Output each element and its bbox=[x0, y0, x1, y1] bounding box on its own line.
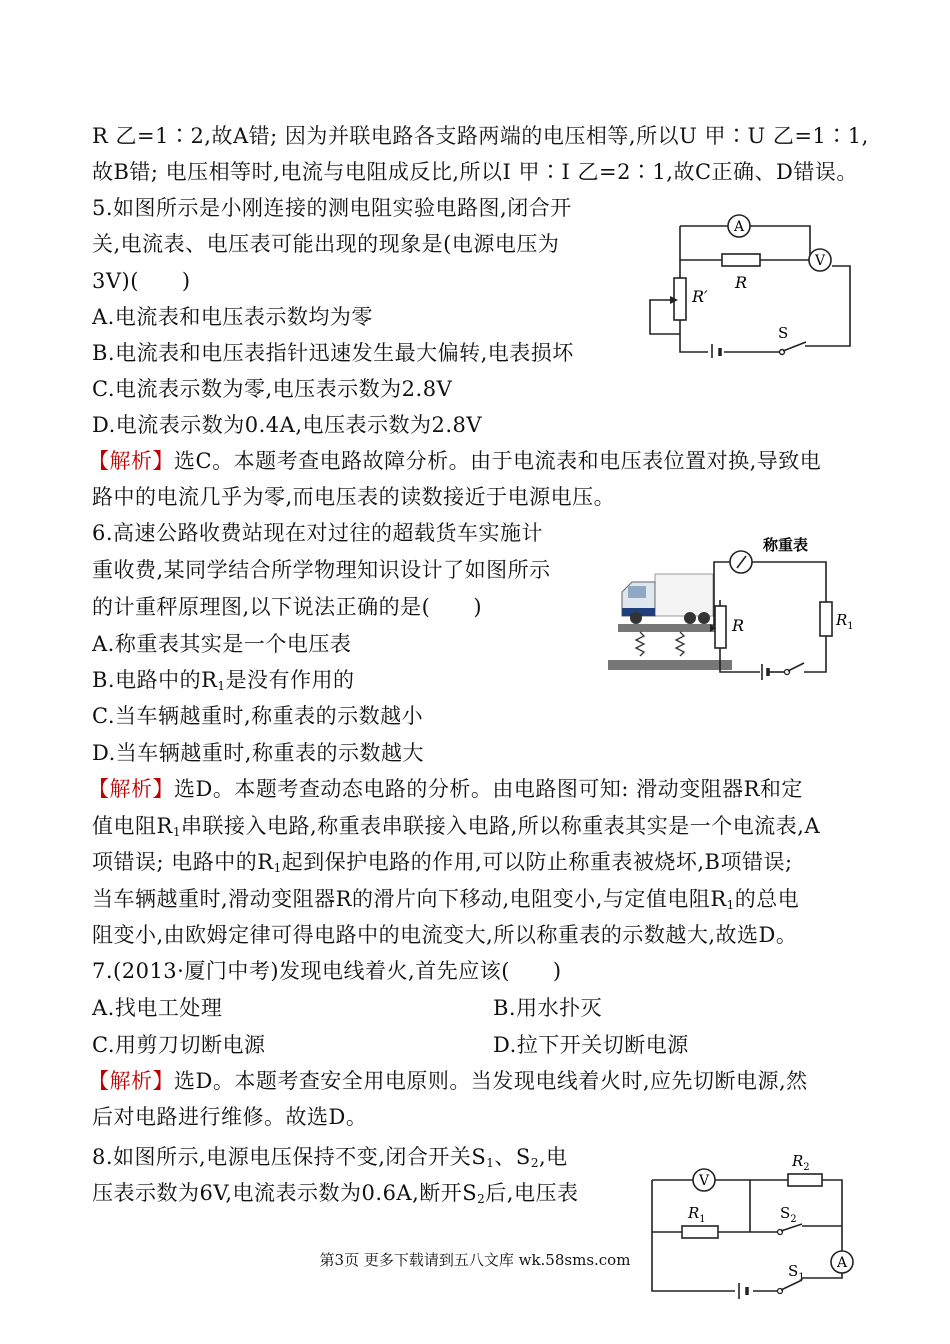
q5-option-b: B.电流表和电压表指针迅速发生最大偏转,电表损坏 bbox=[92, 341, 574, 365]
q5-analysis-text: 选C。本题考查电路故障分析。由于电流表和电压表位置对换,导致电 bbox=[174, 449, 822, 473]
scale-base bbox=[608, 660, 732, 670]
q6-analysis-2: 值电阻$R_1$串联接入电路,称重表串联接入电路,所以称重表其实是一个电流表,A bbox=[92, 814, 821, 839]
q6-stem-2: 重收费,某同学结合所学物理知识设计了如图所示 bbox=[92, 558, 551, 582]
q8-voltmeter-label: V bbox=[698, 1173, 710, 1189]
q5-ammeter-label: A bbox=[733, 219, 745, 235]
q8-stem-2: 压表示数为6V,电流表示数为0.6A,断开$S_2$后,电压表 bbox=[92, 1181, 579, 1206]
intro-line-1: R 乙=1∶2,故A错; 因为并联电路各支路两端的电压相等,所以U 甲∶U 乙=1∶1, bbox=[92, 124, 869, 148]
analysis-bracket: 【解析】 bbox=[88, 449, 174, 473]
q8-resistor-1 bbox=[682, 1226, 718, 1238]
truck-icon bbox=[622, 574, 713, 624]
q8-stem-1: 8.如图所示,电源电压保持不变,闭合开关$S_1$、$S_2$,电 bbox=[92, 1145, 568, 1170]
q8-resistor-2 bbox=[788, 1174, 822, 1186]
q8-resistor-1-label: $R_1$ bbox=[688, 1204, 706, 1225]
q5-stem-1: 5.如图所示是小刚连接的测电阻实验电路图,闭合开 bbox=[92, 196, 572, 220]
q5-option-a: A.电流表和电压表示数均为零 bbox=[92, 305, 373, 329]
q7-option-c: C.用剪刀切断电源 bbox=[92, 1033, 266, 1057]
q8-switch-1-label: $S_1$ bbox=[788, 1262, 805, 1283]
q5-option-c: C.电流表示数为零,电压表示数为2.8V bbox=[92, 377, 453, 401]
q7-option-a: A.找电工处理 bbox=[92, 996, 223, 1020]
q7-stem: 7.(2013·厦门中考)发现电线着火,首先应该( ) bbox=[92, 959, 562, 983]
q5-resistor-label: R bbox=[735, 273, 748, 292]
q7-option-d: D.拉下开关切断电源 bbox=[493, 1033, 689, 1057]
q8-switch-2-label: $S_2$ bbox=[780, 1204, 797, 1225]
q7-analysis-2: 后对电路进行维修。故选D。 bbox=[92, 1105, 368, 1129]
spring-right bbox=[676, 632, 684, 656]
q7-option-b: B.用水扑灭 bbox=[493, 996, 603, 1020]
q8-circuit-figure bbox=[640, 1146, 865, 1306]
page-footer: 第3页 更多下载请到五八文库 wk.58sms.com bbox=[319, 1251, 631, 1269]
q8-ammeter-label: A bbox=[836, 1255, 848, 1271]
q6-option-d: D.当车辆越重时,称重表的示数越大 bbox=[92, 741, 424, 765]
intro-line-2: 故B错; 电压相等时,电流与电阻成反比,所以I 甲∶I 乙=2∶1,故C正确、D错误。 bbox=[92, 160, 858, 184]
q6-analysis-3: 项错误; 电路中的$R_1$起到保护电路的作用,可以防止称重表被烧坏,B项错误; bbox=[92, 850, 793, 875]
analysis-bracket: 【解析】 bbox=[88, 1069, 174, 1093]
q6-rheostat-label: R bbox=[732, 616, 745, 635]
weighing-meter-label: 称重表 bbox=[763, 536, 809, 554]
q6-option-b: B.电路中的$R_1$是没有作用的 bbox=[92, 668, 355, 693]
q6-fixed-resistor-label: $R_1$ bbox=[836, 611, 854, 632]
q7-analysis-1: 【解析】选D。本题考查安全用电原则。当发现电线着火时,应先切断电源,然 bbox=[88, 1069, 808, 1093]
q6-option-a: A.称重表其实是一个电压表 bbox=[92, 632, 352, 656]
q6-stem-3: 的计重秤原理图,以下说法正确的是( ) bbox=[92, 595, 483, 619]
scale-platform bbox=[618, 624, 722, 632]
q6-rheostat bbox=[715, 606, 726, 648]
q6-analysis-5: 阻变小,由欧姆定律可得电路中的电流变大,所以称重表的示数越大,故选D。 bbox=[92, 923, 798, 947]
q8-switch-2 bbox=[781, 1224, 802, 1231]
q5-switch bbox=[783, 342, 806, 351]
q5-stem-3: 3V)( ) bbox=[92, 269, 191, 293]
q5-voltmeter-label: V bbox=[814, 253, 826, 269]
q8-resistor-2-label: $R_2$ bbox=[792, 1152, 810, 1173]
q5-resistor bbox=[722, 254, 760, 266]
analysis-bracket: 【解析】 bbox=[88, 777, 174, 801]
q5-circuit-figure bbox=[630, 198, 860, 358]
q6-weighing-figure bbox=[600, 530, 870, 685]
q5-rheostat-label: R′ bbox=[692, 287, 708, 306]
q6-fixed-resistor bbox=[820, 602, 832, 636]
q5-analysis-2: 路中的电流几乎为零,而电压表的读数接近于电源电压。 bbox=[92, 485, 616, 509]
q5-analysis-1 bbox=[88, 448, 821, 474]
spring-left bbox=[636, 632, 644, 656]
q5-stem-2: 关,电流表、电压表可能出现的现象是(电源电压为 bbox=[92, 232, 560, 256]
q6-stem-1: 6.高速公路收费站现在对过往的超载货车实施计 bbox=[92, 521, 544, 545]
q6-option-c: C.当车辆越重时,称重表的示数越小 bbox=[92, 704, 424, 728]
q5-option-d: D.电流表示数为0.4A,电压表示数为2.8V bbox=[92, 413, 483, 437]
q6-switch bbox=[788, 663, 804, 671]
q5-switch-label: S bbox=[778, 324, 789, 342]
q6-analysis-4: 当车辆越重时,滑动变阻器R的滑片向下移动,电阻变小,与定值电阻$R_1$的总电 bbox=[92, 887, 800, 912]
q6-analysis-1: 【解析】选D。本题考查动态电路的分析。由电路图可知: 滑动变阻器R和定 bbox=[88, 777, 803, 801]
